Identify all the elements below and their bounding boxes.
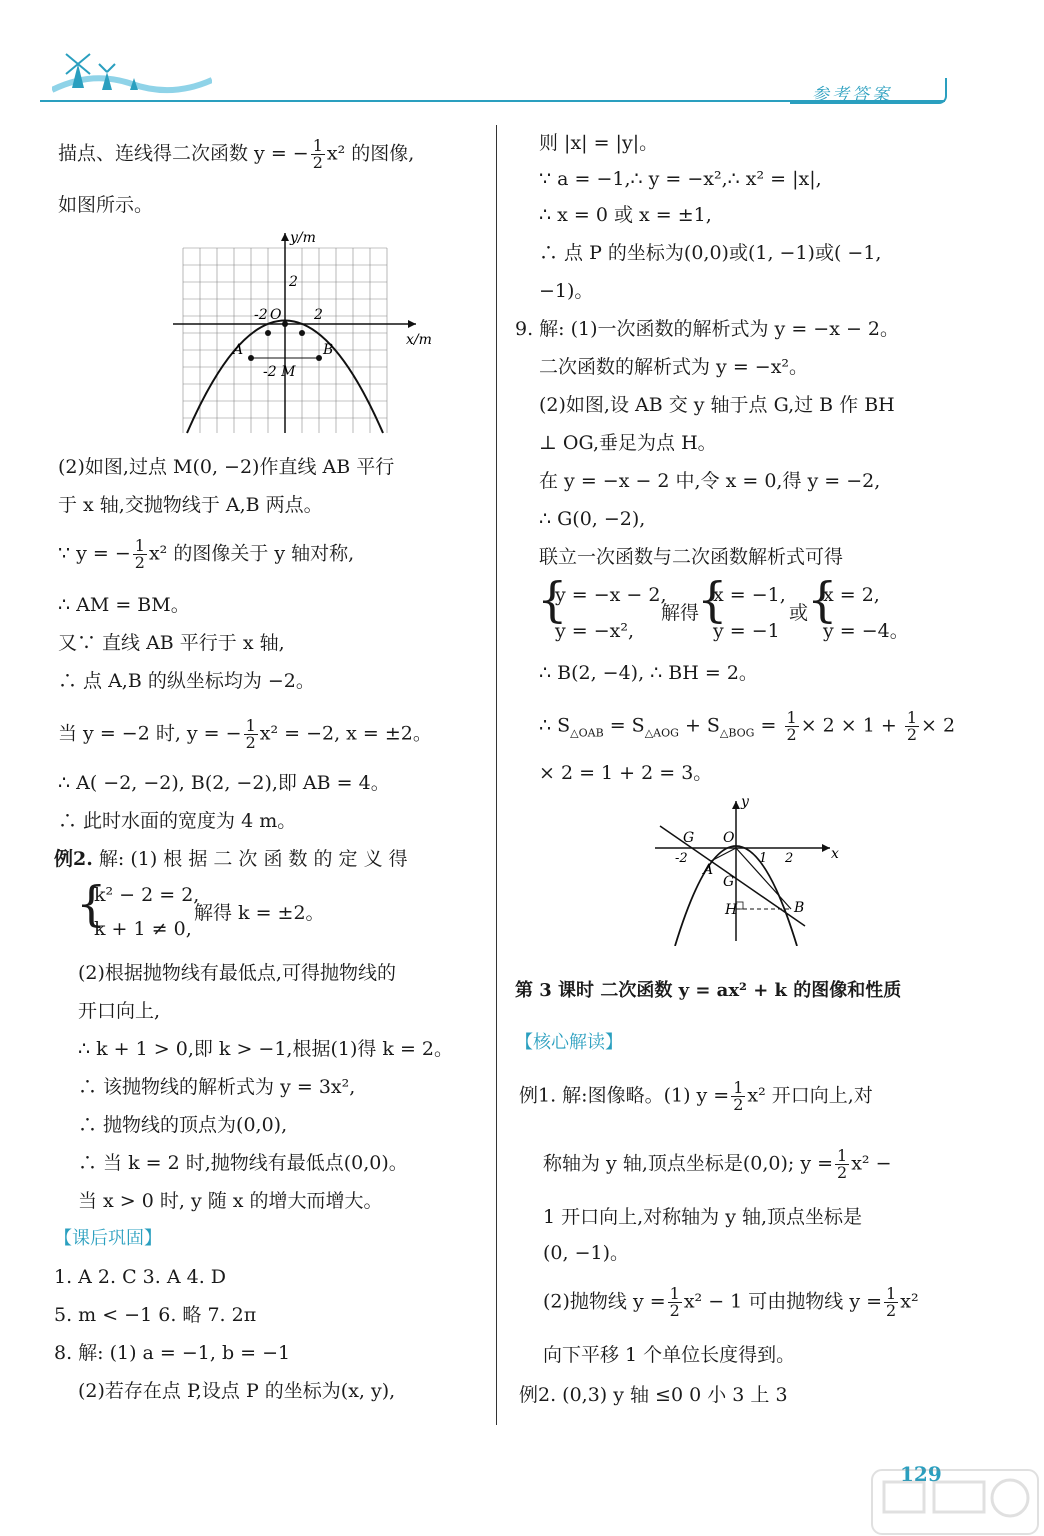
ex2-line-3: 开口向上,	[78, 1000, 161, 1022]
graph2-tick-1: 1	[759, 851, 768, 866]
graph-label-m: -2 M	[263, 364, 296, 380]
watermark-logo	[870, 1468, 1040, 1536]
graph-label-b: B	[323, 342, 334, 358]
q9-line-2: 二次函数的解析式为 y = −x²。	[539, 356, 809, 378]
graph2-g2: G	[723, 874, 735, 890]
fraction: $\frac{1}{2}$	[886, 1284, 897, 1320]
sys-b-1: x = −1,	[713, 584, 786, 606]
graph2-origin: O	[723, 830, 735, 846]
q9-area-line: ∴ $S_{\triangle OAB} = S_{\triangle AOG} + S_{\triangle BOG}$ = $\frac{1}{2}$ × 2 × 1 + $\frac{1}{2}$ × 2	[539, 708, 956, 744]
parabola-graph-1	[168, 228, 478, 438]
sys-or: 或	[789, 602, 809, 624]
lesson-title: 第 3 课时 二次函数 y = ax² + k 的图像和性质	[515, 980, 902, 1001]
system-brace-a: {	[537, 572, 568, 628]
fraction: $\frac{1}{2}$	[733, 1078, 744, 1114]
graph-xlabel: x/m	[406, 332, 432, 348]
q9-line-3: (2)如图,设 AB 交 y 轴于点 G,过 B 作 BH	[539, 394, 895, 416]
fraction: $\frac{1}{2}$	[134, 536, 145, 572]
point-a	[248, 355, 254, 361]
header-label: 参考答案	[812, 85, 892, 105]
left-line-3: (2)如图,过点 M(0, −2)作直线 AB 平行	[58, 456, 395, 478]
graph2-tick-2: 2	[785, 851, 794, 866]
q9-line-4: ⊥ OG,垂足为点 H。	[539, 432, 717, 454]
graph-tick-pos2: 2	[314, 307, 323, 323]
answers-row-4: (2)若存在点 P,设点 P 的坐标为(x, y),	[78, 1380, 396, 1402]
system-brace: {	[76, 876, 107, 932]
system-brace-b: {	[697, 572, 728, 628]
ex2-line-8: 当 x > 0 时, y 随 x 的增大而增大。	[78, 1190, 383, 1212]
left-line-7: 又∵ 直线 AB 平行于 x 轴,	[58, 632, 285, 654]
section-after-class: 【课后巩固】	[54, 1228, 162, 1249]
text: 描点、连线得二次函数 y = −	[58, 142, 309, 165]
ex2-line-5: ∴ 该抛物线的解析式为 y = 3x²,	[78, 1076, 356, 1098]
sys-mid: 解得	[661, 602, 700, 624]
q9-line-6: ∴ G(0, −2),	[539, 508, 646, 530]
sys-a-1: y = −x − 2,	[555, 584, 667, 606]
graph2-b: B	[794, 900, 805, 916]
e1-line-4: (0, −1)。	[543, 1242, 630, 1264]
right-line-1: 则 |x| = |y|。	[539, 132, 659, 154]
graph2-g1: G	[683, 830, 695, 846]
ex2-line-4: ∴ k + 1 > 0,即 k > −1,根据(1)得 k = 2。	[78, 1038, 454, 1060]
sys-b-2: y = −1	[713, 620, 780, 642]
graph-tick-neg2: -2	[254, 307, 268, 323]
answers-row-2: 5. m < −1 6. 略 7. 2π	[54, 1304, 257, 1326]
q9-line-1: 9. 解: (1)一次函数的解析式为 y = −x − 2。	[515, 318, 900, 340]
fraction: $\frac{1}{2}$	[312, 136, 323, 172]
column-divider	[496, 125, 497, 1425]
fraction: $\frac{1}{2}$	[906, 708, 918, 744]
system-eq-2: k + 1 ≠ 0,	[94, 918, 192, 940]
graph-tick-y2: 2	[289, 274, 298, 290]
e1-line-2: 称轴为 y 轴,顶点坐标是(0,0); y = $\frac{1}{2}$ x² −	[543, 1146, 892, 1182]
answers-row-1: 1. A 2. C 3. A 4. D	[54, 1266, 227, 1288]
q9-line-7: 联立一次函数与二次函数解析式可得	[539, 546, 844, 568]
left-line-5: ∵ y = − $\frac{1}{2}$ x² 的图像关于 y 轴对称,	[58, 536, 355, 572]
e2-line: 例2. (0,3) y 轴 ≤0 0 小 3 上 3	[519, 1384, 788, 1406]
right-line-5: −1)。	[539, 280, 594, 302]
page-number: 129	[900, 1462, 942, 1486]
parabola-graph-2	[655, 796, 845, 946]
e1-line-3: 1 开口向上,对称轴为 y 轴,顶点坐标是	[543, 1206, 863, 1228]
text: x² 的图像,	[326, 142, 415, 165]
graph2-h: H	[725, 902, 738, 918]
graph2-a: A	[703, 862, 714, 878]
fraction: $\frac{1}{2}$	[837, 1146, 848, 1182]
ex2-line-7: ∴ 当 k = 2 时,抛物线有最低点(0,0)。	[78, 1152, 408, 1174]
left-line-6: ∴ AM = BM。	[58, 594, 190, 616]
right-line-3: ∴ x = 0 或 x = ±1,	[539, 204, 712, 226]
right-line-2: ∵ a = −1,∴ y = −x²,∴ x² = |x|,	[539, 168, 822, 190]
left-line-10: ∴ A( −2, −2), B(2, −2),即 AB = 4。	[58, 772, 390, 794]
system-brace-c: {	[807, 572, 838, 628]
graph-label-a: A	[233, 342, 244, 358]
e1-line-1: 例1. 解:图像略。(1) y = $\frac{1}{2}$ x² 开口向上,对	[519, 1078, 873, 1114]
graph2-y: y	[741, 796, 749, 810]
section-core: 【核心解读】	[515, 1032, 623, 1053]
q9-line-10: × 2 = 1 + 2 = 3。	[539, 762, 713, 784]
left-line-9: 当 y = −2 时, y = − $\frac{1}{2}$ x² = −2, x = ±2。	[58, 716, 432, 752]
e1-line-5: (2)抛物线 y = $\frac{1}{2}$ x² − 1 可由抛物线 y = $\frac{1}{2}$ x²	[543, 1284, 919, 1320]
fraction: $\frac{1}{2}$	[245, 716, 256, 752]
graph2-tick-neg2: -2	[675, 851, 688, 866]
system-eq-1: k² − 2 = 2,	[94, 884, 200, 906]
graph-origin: O	[270, 307, 282, 323]
graph2-x: x	[831, 846, 839, 862]
e1-line-6: 向下平移 1 个单位长度得到。	[543, 1344, 796, 1366]
left-line-2: 如图所示。	[58, 194, 154, 216]
point-b	[316, 355, 322, 361]
answers-row-3: 8. 解: (1) a = −1, b = −1	[54, 1342, 291, 1364]
q9-line-8: ∴ B(2, −4), ∴ BH = 2。	[539, 662, 758, 684]
left-line-1	[58, 138, 414, 171]
left-line-4: 于 x 轴,交抛物线于 A,B 两点。	[58, 494, 323, 516]
sys-c-1: x = 2,	[823, 584, 880, 606]
graph-ylabel: y/m	[290, 230, 316, 246]
system-solution: 解得 k = ±2。	[194, 902, 325, 924]
sys-c-2: y = −4。	[823, 620, 909, 642]
sys-a-2: y = −x²,	[555, 620, 635, 642]
left-line-11: ∴ 此时水面的宽度为 4 m。	[58, 810, 297, 832]
left-line-8: ∴ 点 A,B 的纵坐标均为 −2。	[58, 670, 315, 692]
example-2: 例2. 解: (1) 根 据 二 次 函 数 的 定 义 得	[54, 848, 408, 870]
header-logo	[52, 50, 212, 98]
ex2-line-2: (2)根据抛物线有最低点,可得抛物线的	[78, 962, 396, 984]
ex2-line-6: ∴ 抛物线的顶点为(0,0),	[78, 1114, 288, 1136]
right-line-4: ∴ 点 P 的坐标为(0,0)或(1, −1)或( −1,	[539, 242, 882, 264]
fraction: $\frac{1}{2}$	[786, 708, 797, 744]
fraction: $\frac{1}{2}$	[669, 1284, 680, 1320]
q9-line-5: 在 y = −x − 2 中,令 x = 0,得 y = −2,	[539, 470, 881, 492]
